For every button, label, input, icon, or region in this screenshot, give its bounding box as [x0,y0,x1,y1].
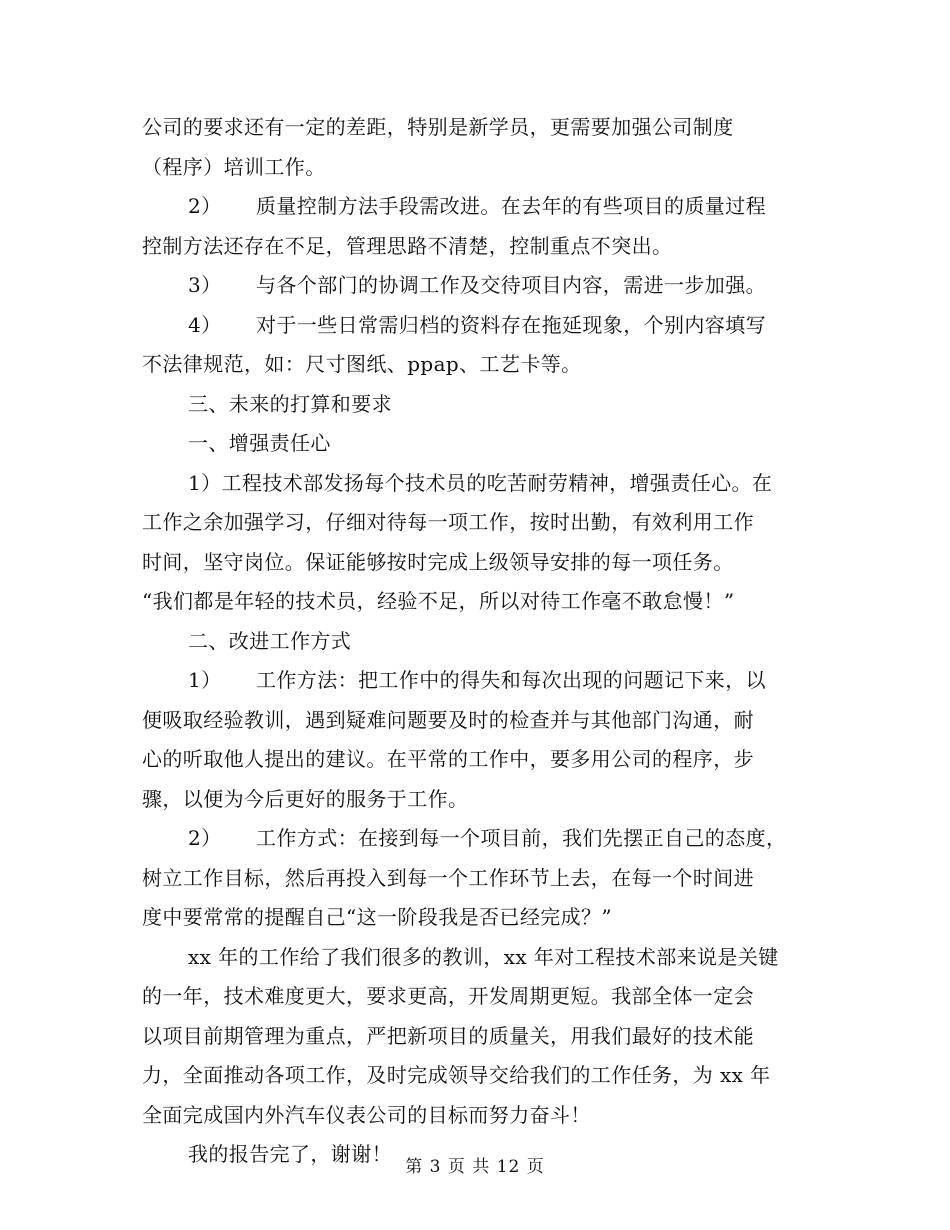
section-heading: 三、未来的打算和要求 [188,391,392,416]
list-number: 1） [188,668,222,692]
closing-line: 我的报告完了，谢谢！ [188,1142,392,1166]
paragraph-line: 时间，坚守岗位。保证能够按时完成上级领导安排的每一项任务。 [142,549,734,574]
document-body [142,108,807,1175]
subsection-heading: 一、增强责任心 [188,431,331,455]
paragraph-line: 心的听取他人提出的建议。在平常的工作中，要多用公司的程序，步 [142,747,754,771]
list-item [142,187,807,227]
paragraph-line: （程序）培训工作。 [142,154,326,179]
paragraph-line: xx 年的工作给了我们很多的教训，xx 年对工程技术部来说是关键 [188,944,779,969]
paragraph-line: 的一年，技术难度更大，要求更高，开发周期更短。我部全体一定会 [142,984,754,1008]
paragraph-line: 控制方法还存在不足，管理思路不清楚，控制重点不突出。 [142,233,673,258]
list-number: 3） [188,273,222,297]
paragraph-line: 全面完成国内外汽车仪表公司的目标而努力奋斗！ [142,1102,591,1127]
paragraph-line: 不法律规范，如：尺寸图纸、ppap、工艺卡等。 [142,352,582,376]
quote-line: “我们都是年轻的技术员，经验不足，所以对待工作毫不敢怠慢！” [142,589,735,613]
list-item-text: 工作方式：在接到每一个项目前，我们先摆正自己的态度， [256,826,787,850]
list-item [142,306,807,346]
paragraph-line: 公司的要求还有一定的差距，特别是新学员，更需要加强公司制度 [142,115,734,139]
paragraph-line: 便吸取经验教训，遇到疑难问题要及时的检查并与其他部门沟通，耐 [142,707,754,732]
paragraph-line: 度中要常常的提醒自己“这一阶段我是否已经完成？” [142,905,613,929]
paragraph-line: 工作之余加强学习，仔细对待每一项工作，按时出勤，有效利用工作 [142,510,754,534]
paragraph-line: 骤，以便为今后更好的服务于工作。 [142,786,469,811]
list-item-text: 与各个部门的协调工作及交待项目内容，需进一步加强。 [256,273,766,297]
list-item-text: 对于一些日常需归档的资料存在拖延现象，个别内容填写 [256,312,766,337]
paragraph-line: 力，全面推动各项工作，及时完成领导交给我们的工作任务，为 xx 年 [142,1063,771,1087]
list-number: 2） [188,826,222,850]
list-number: 4） [188,312,222,337]
paragraph-line: 1）工程技术部发扬每个技术员的吃苦耐劳精神，增强责任心。在 [188,470,773,495]
page-number-footer: 第 3 页 共 12 页 [405,1157,545,1177]
subsection-heading: 二、改进工作方式 [188,628,352,653]
list-item-text: 工作方法：把工作中的得失和每次出现的问题记下来，以 [256,668,766,692]
paragraph-line: 树立工作目标，然后再投入到每一个工作环节上去，在每一个时间进 [142,865,754,890]
list-item [142,266,807,306]
list-item [142,661,807,701]
list-item [142,819,807,859]
list-number: 2） [188,194,222,218]
paragraph-line: 以项目前期管理为重点，严把新项目的质量关，用我们最好的技术能 [142,1023,754,1048]
list-item-text: 质量控制方法手段需改进。在去年的有些项目的质量过程 [256,194,766,218]
